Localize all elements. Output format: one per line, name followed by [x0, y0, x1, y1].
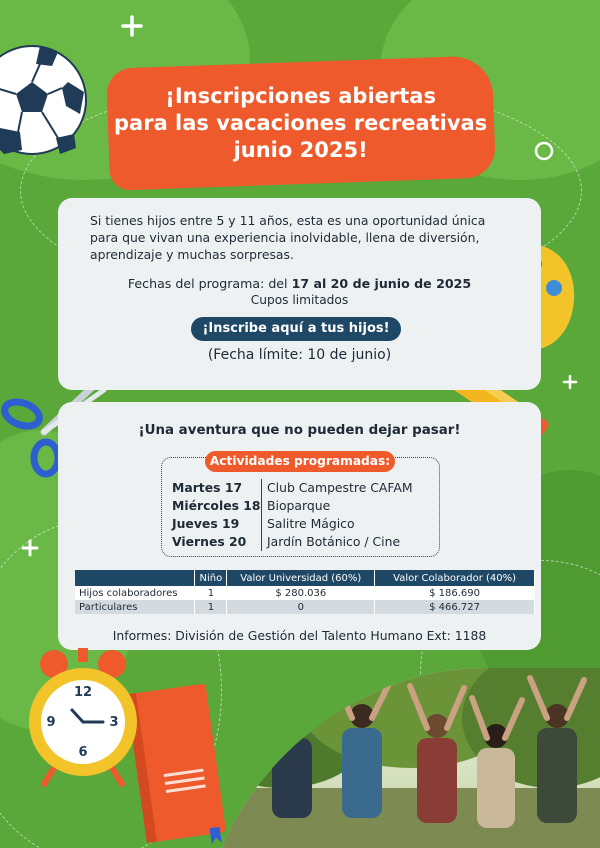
circle-icon — [532, 139, 556, 163]
dates-prefix: Fechas del programa: del — [127, 276, 292, 291]
activities-card — [58, 402, 541, 650]
title-line: junio 2025! — [233, 137, 369, 162]
alarm-clock-icon — [20, 640, 150, 790]
activity-place: Club Campestre CAFAM — [267, 480, 413, 495]
adventure-headline: ¡Una aventura que no pueden dejar pasar! — [138, 423, 461, 438]
plus-icon — [20, 538, 40, 558]
intro-line: aprendizaje y muchas sorpresas. — [90, 247, 294, 262]
table-header — [75, 570, 195, 586]
table-cell: 1 — [195, 586, 227, 600]
divider — [261, 533, 262, 551]
contact-info: Informes: División de Gestión del Talento Humano Ext: 1188 — [112, 628, 487, 643]
clock-number: 6 — [78, 745, 88, 760]
intro-line: para que vivan una experiencia inolvidable, llena de diversión, — [90, 230, 480, 245]
deadline-text: (Fecha límite: 10 de junio) — [207, 347, 392, 363]
table-header: Valor Colaborador (40%) — [375, 570, 535, 586]
soccer-ball-icon — [0, 42, 90, 162]
program-dates — [58, 276, 541, 291]
title-line: para las vacaciones recreativas — [114, 110, 488, 135]
divider — [261, 479, 262, 497]
activity-day: Viernes 20 — [172, 534, 247, 549]
table-cell: Particulares — [75, 600, 195, 614]
table-header: Valor Universidad (60%) — [227, 570, 375, 586]
activity-day: Martes 17 — [172, 480, 243, 495]
table-header: Niño — [195, 570, 227, 586]
table-cell: Hijos colaboradores — [75, 586, 195, 600]
activity-day: Miércoles 18 — [172, 498, 261, 513]
info-card — [58, 198, 541, 390]
activity-place: Bioparque — [267, 498, 331, 513]
table-cell: $ 280.036 — [227, 586, 375, 600]
table-header-row — [75, 570, 535, 586]
clock-number: 9 — [46, 715, 56, 730]
title-banner — [106, 55, 496, 190]
activity-place: Salitre Mágico — [267, 516, 355, 531]
intro-text — [90, 212, 520, 263]
divider — [261, 515, 262, 533]
table-cell: $ 466.727 — [375, 600, 535, 614]
table-cell: $ 186.690 — [375, 586, 535, 600]
clock-number: 3 — [109, 715, 119, 730]
title-line: ¡Inscripciones abiertas — [165, 83, 437, 108]
plus-icon — [120, 14, 144, 38]
intro-line: Si tienes hijos entre 5 y 11 años, esta es una oportunidad única — [90, 213, 486, 228]
clock-number: 12 — [73, 685, 93, 700]
table-row — [75, 586, 535, 600]
activities-label: Actividades programadas: — [205, 451, 395, 472]
register-button[interactable]: ¡Inscribe aquí a tus hijos! — [191, 317, 401, 341]
table-cell: 0 — [227, 600, 375, 614]
price-table — [75, 570, 535, 614]
activity-day: Jueves 19 — [172, 516, 240, 531]
activity-place: Jardín Botánico / Cine — [267, 534, 401, 549]
divider — [261, 497, 262, 515]
dates-range: 17 al 20 de junio de 2025 — [291, 276, 472, 291]
kids-jumping-photo — [222, 668, 600, 848]
limited-spots: Cupos limitados — [250, 293, 349, 307]
table-cell: 1 — [195, 600, 227, 614]
page-title — [114, 83, 487, 164]
table-row — [75, 600, 535, 614]
